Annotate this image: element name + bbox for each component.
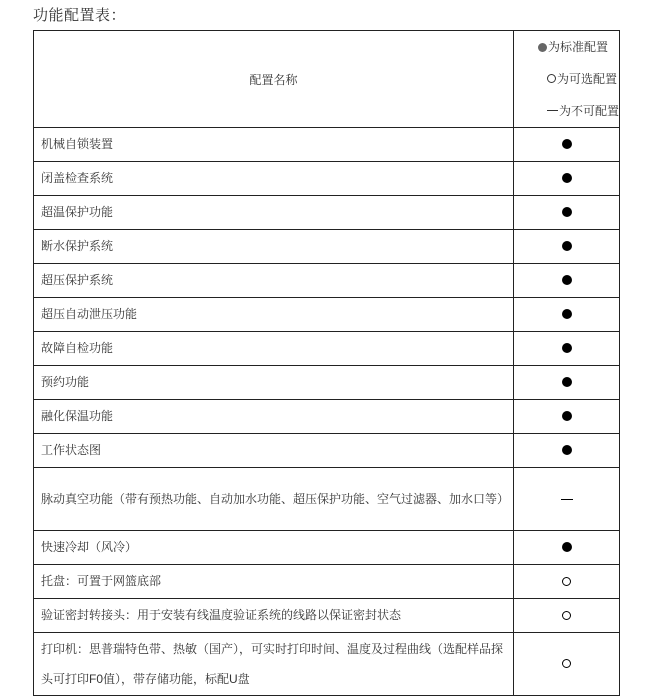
config-name-cell: 故障自检功能 bbox=[34, 332, 514, 366]
config-mark-cell bbox=[514, 531, 620, 565]
table-row bbox=[34, 400, 620, 434]
filled-circle-icon bbox=[562, 445, 572, 455]
config-mark-cell bbox=[514, 264, 620, 298]
filled-circle-icon bbox=[562, 173, 572, 183]
table-row bbox=[34, 264, 620, 298]
config-name-cell: 机械自锁装置 bbox=[34, 128, 514, 162]
table-row bbox=[34, 162, 620, 196]
hollow-circle-icon bbox=[562, 659, 571, 668]
config-name-cell: 打印机：思普瑞特色带、热敏（国产），可实时打印时间、温度及过程曲线（选配样品探头可打印F0值），带存储功能，标配U盘 bbox=[34, 633, 514, 696]
header-name-cell: 配置名称 bbox=[34, 31, 514, 128]
legend-optional bbox=[521, 63, 618, 95]
config-name-cell: 超温保护功能 bbox=[34, 196, 514, 230]
hollow-circle-icon bbox=[547, 74, 556, 83]
table-row bbox=[34, 565, 620, 599]
table-row bbox=[34, 332, 620, 366]
config-mark-cell bbox=[514, 298, 620, 332]
config-mark-cell bbox=[514, 366, 620, 400]
config-name-cell: 预约功能 bbox=[34, 366, 514, 400]
config-mark-cell bbox=[514, 332, 620, 366]
config-mark-cell bbox=[514, 633, 620, 696]
legend-standard bbox=[521, 31, 612, 63]
config-mark-cell bbox=[514, 565, 620, 599]
config-name-cell: 托盘：可置于网篮底部 bbox=[34, 565, 514, 599]
config-name-cell: 闭盖检查系统 bbox=[34, 162, 514, 196]
filled-circle-icon bbox=[562, 411, 572, 421]
filled-circle-icon bbox=[562, 343, 572, 353]
config-name-cell: 断水保护系统 bbox=[34, 230, 514, 264]
table-row bbox=[34, 434, 620, 468]
filled-circle-icon bbox=[562, 377, 572, 387]
table-row bbox=[34, 599, 620, 633]
config-name-cell: 超压保护系统 bbox=[34, 264, 514, 298]
filled-circle-icon bbox=[562, 275, 572, 285]
filled-circle-icon bbox=[562, 207, 572, 217]
table-row bbox=[34, 128, 620, 162]
config-name-cell: 超压自动泄压功能 bbox=[34, 298, 514, 332]
config-name-cell: 脉动真空功能（带有预热功能、自动加水功能、超压保护功能、空气过滤器、加水口等） bbox=[34, 468, 514, 531]
config-mark-cell bbox=[514, 400, 620, 434]
config-name-cell: 验证密封转接头：用于安装有线温度验证系统的线路以保证密封状态 bbox=[34, 599, 514, 633]
table-row bbox=[34, 298, 620, 332]
page-title: 功能配置表： bbox=[33, 7, 127, 24]
table-row bbox=[34, 468, 620, 531]
legend-standard-label: 为标准配置 bbox=[548, 40, 609, 54]
legend-unavailable bbox=[521, 95, 620, 127]
config-table-body bbox=[34, 31, 620, 696]
hollow-circle-icon bbox=[562, 611, 571, 620]
header-row bbox=[34, 31, 620, 128]
config-mark-cell bbox=[514, 128, 620, 162]
filled-circle-icon bbox=[538, 43, 547, 52]
hollow-circle-icon bbox=[562, 577, 571, 586]
config-name-cell: 融化保温功能 bbox=[34, 400, 514, 434]
config-table bbox=[33, 30, 620, 696]
config-name-cell: 工作状态图 bbox=[34, 434, 514, 468]
legend-unavailable-label: 为不可配置 bbox=[559, 104, 620, 118]
config-mark-cell bbox=[514, 230, 620, 264]
legend-optional-label: 为可选配置 bbox=[557, 72, 618, 86]
table-row bbox=[34, 196, 620, 230]
filled-circle-icon bbox=[562, 241, 572, 251]
header-legend-cell bbox=[514, 31, 620, 128]
table-row bbox=[34, 531, 620, 565]
filled-circle-icon bbox=[562, 139, 572, 149]
table-row bbox=[34, 366, 620, 400]
config-mark-cell bbox=[514, 599, 620, 633]
config-mark-cell bbox=[514, 162, 620, 196]
dash-icon bbox=[561, 499, 573, 500]
config-name-cell: 快速冷却（风冷） bbox=[34, 531, 514, 565]
config-mark-cell bbox=[514, 468, 620, 531]
table-row bbox=[34, 230, 620, 264]
filled-circle-icon bbox=[562, 309, 572, 319]
filled-circle-icon bbox=[562, 542, 572, 552]
table-row bbox=[34, 633, 620, 696]
config-mark-cell bbox=[514, 434, 620, 468]
config-mark-cell bbox=[514, 196, 620, 230]
dash-icon bbox=[547, 110, 558, 111]
